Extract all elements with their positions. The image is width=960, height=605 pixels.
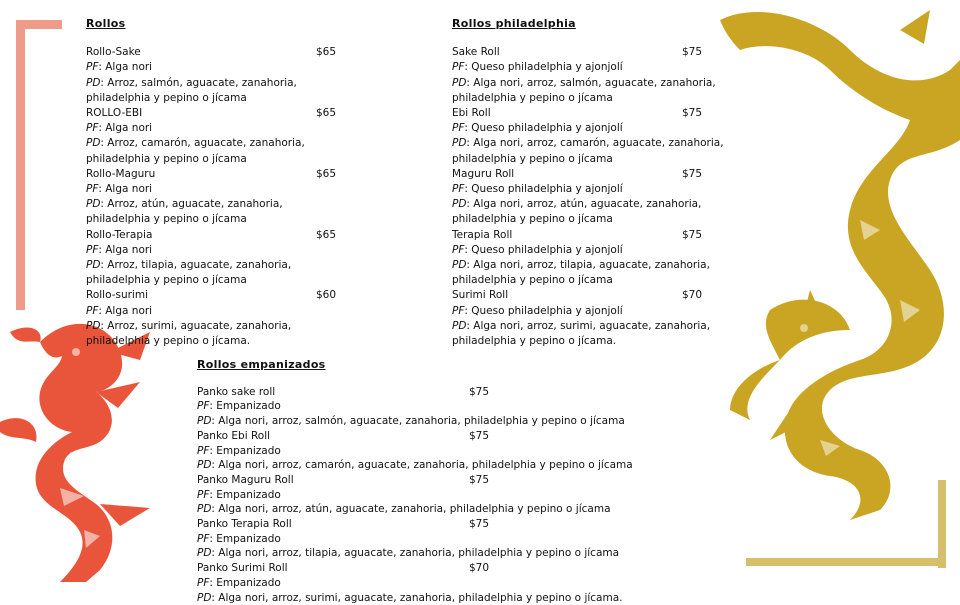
menu-item-pd-line bbox=[86, 258, 386, 273]
menu-item-pd-continuation: philadelphia y pepino o jícama bbox=[86, 274, 247, 287]
menu-item bbox=[452, 106, 782, 167]
pf-text: : Empanizado bbox=[209, 532, 281, 545]
menu-item bbox=[452, 167, 782, 228]
menu-item-header bbox=[197, 561, 757, 576]
section-title-rollos: Rollos bbox=[86, 17, 126, 30]
pf-label: PF bbox=[86, 243, 99, 256]
menu-item-name: ROLLO-EBI bbox=[86, 107, 143, 120]
menu-item-name: Ebi Roll bbox=[452, 107, 491, 120]
pd-text: : Alga nori, arroz, tilapia, aguacate, zanahoria, philadelphia y pepino o jícama bbox=[211, 547, 620, 560]
menu-item-pf-line bbox=[197, 488, 757, 503]
pd-text: : Alga nori, arroz, salmón, aguacate, zanahoria, philadelphia y pepino o jícama bbox=[211, 415, 625, 428]
menu-item-pf-line bbox=[197, 532, 757, 547]
pd-text: : Alga nori, arroz, surimi, aguacate, zanahoria, philadelphia y pepino o jícama. bbox=[211, 591, 623, 604]
menu-list-rollos bbox=[86, 45, 386, 349]
menu-item-pf-line bbox=[86, 121, 386, 136]
menu-item bbox=[86, 167, 386, 228]
pf-label: PF bbox=[197, 400, 210, 413]
section-title-empanizados: Rollos empanizados bbox=[197, 358, 326, 371]
menu-item-price: $75 bbox=[682, 107, 703, 120]
menu-item-header bbox=[86, 167, 386, 182]
pd-label: PD bbox=[197, 415, 212, 428]
menu-item-header bbox=[452, 45, 782, 60]
pf-text: : Alga nori bbox=[98, 61, 153, 74]
menu-item-price: $70 bbox=[469, 562, 490, 575]
pd-text: : Arroz, surimi, aguacate, zanahoria, bbox=[100, 319, 292, 332]
pd-text: : Arroz, tilapia, aguacate, zanahoria, bbox=[100, 259, 292, 272]
menu-item-name: Panko Terapia Roll bbox=[197, 518, 292, 531]
pd-label: PD bbox=[86, 137, 101, 150]
menu-item-name: Sake Roll bbox=[452, 46, 500, 59]
pd-text: : Alga nori, arroz, camarón, aguacate, zanahoria, bbox=[466, 137, 724, 150]
menu-item-pd-line bbox=[197, 502, 757, 517]
menu-item bbox=[86, 45, 386, 106]
menu-item-name: Panko sake roll bbox=[197, 385, 276, 398]
section-empanizados bbox=[197, 358, 757, 605]
section-rollos bbox=[86, 16, 386, 349]
menu-item-name: Rollo-surimi bbox=[86, 289, 148, 302]
pf-label: PF bbox=[86, 183, 99, 196]
frame-corner-top-left-vertical bbox=[16, 20, 25, 310]
menu-item-pd-line bbox=[86, 76, 386, 91]
menu-item bbox=[452, 288, 782, 349]
pf-label: PF bbox=[197, 532, 210, 545]
pf-text: : Alga nori bbox=[98, 122, 153, 135]
menu-item-name: Rollo-Terapia bbox=[86, 228, 153, 241]
menu-item-price: $75 bbox=[682, 167, 703, 180]
pd-label: PD bbox=[197, 459, 212, 472]
menu-item-price: $65 bbox=[316, 228, 337, 241]
pd-text: : Alga nori, arroz, camarón, aguacate, zanahoria, philadelphia y pepino o jícama bbox=[211, 459, 633, 472]
pf-label: PF bbox=[197, 488, 210, 501]
menu-item-header bbox=[197, 429, 757, 444]
pd-text: : Arroz, camarón, aguacate, zanahoria, bbox=[100, 137, 305, 150]
pf-label: PF bbox=[86, 61, 99, 74]
menu-item-header bbox=[197, 473, 757, 488]
menu-item-name: Maguru Roll bbox=[452, 167, 515, 180]
menu-item-pd-continuation: philadelphia y pepino o jícama bbox=[86, 152, 247, 165]
menu-list-empanizados bbox=[197, 385, 757, 605]
menu-item-pd-line bbox=[197, 458, 757, 473]
menu-item-pd-continuation: philadelphia y pepino o jícama bbox=[452, 152, 613, 165]
menu-item-price: $70 bbox=[682, 289, 703, 302]
menu-item-pd-line bbox=[452, 197, 782, 212]
menu-item-name: Surimi Roll bbox=[452, 289, 509, 302]
frame-corner-top-left-horizontal bbox=[16, 20, 62, 29]
menu-item-price: $75 bbox=[682, 228, 703, 241]
pd-label: PD bbox=[86, 259, 101, 272]
pf-text: : Empanizado bbox=[209, 444, 281, 457]
menu-item-pd-line bbox=[86, 319, 386, 334]
menu-item-pf-line bbox=[86, 60, 386, 75]
menu-item bbox=[197, 473, 757, 517]
menu-item-price: $65 bbox=[316, 46, 337, 59]
menu-item-name: Panko Surimi Roll bbox=[197, 562, 288, 575]
menu-item-pf-line bbox=[452, 182, 782, 197]
menu-item-pf-line bbox=[86, 304, 386, 319]
section-title-philadelphia: Rollos philadelphia bbox=[452, 17, 576, 30]
pd-label: PD bbox=[86, 76, 101, 89]
pd-label: PD bbox=[452, 319, 467, 332]
menu-item-header bbox=[86, 106, 386, 121]
menu-item-price: $75 bbox=[469, 385, 490, 398]
menu-item-price: $65 bbox=[316, 167, 337, 180]
menu-item-pd-line bbox=[197, 546, 757, 561]
pd-text: : Alga nori, arroz, salmón, aguacate, zanahoria, bbox=[466, 76, 716, 89]
menu-item-name: Terapia Roll bbox=[452, 228, 513, 241]
menu-item-pd-continuation: philadelphia y pepino o jícama bbox=[86, 91, 247, 104]
menu-item-header bbox=[86, 288, 386, 303]
pd-label: PD bbox=[86, 198, 101, 211]
menu-item-pf-line bbox=[86, 243, 386, 258]
pf-text: : Alga nori bbox=[98, 304, 153, 317]
menu-item-pf-line bbox=[197, 444, 757, 459]
menu-item-name: Panko Ebi Roll bbox=[197, 429, 271, 442]
menu-list-philadelphia bbox=[452, 45, 782, 349]
menu-item bbox=[86, 228, 386, 289]
pd-label: PD bbox=[197, 547, 212, 560]
menu-item-pd-continuation: philadelphia y pepino o jícama bbox=[86, 213, 247, 226]
pf-text: : Queso philadelphia y ajonjolí bbox=[464, 243, 623, 256]
menu-item-price: $75 bbox=[682, 46, 703, 59]
pf-label: PF bbox=[197, 576, 210, 589]
pd-label: PD bbox=[452, 137, 467, 150]
menu-item-pf-line bbox=[86, 182, 386, 197]
pd-text: : Alga nori, arroz, atún, aguacate, zanahoria, philadelphia y pepino o jícama bbox=[211, 503, 611, 516]
pf-label: PF bbox=[197, 444, 210, 457]
pd-label: PD bbox=[197, 591, 212, 604]
menu-item-price: $60 bbox=[316, 289, 337, 302]
pd-text: : Alga nori, arroz, tilapia, aguacate, zanahoria, bbox=[466, 259, 710, 272]
menu-item-pd-line bbox=[197, 591, 757, 605]
menu-item-header bbox=[86, 45, 386, 60]
menu-item bbox=[197, 517, 757, 561]
menu-item-pf-line bbox=[452, 121, 782, 136]
pf-text: : Empanizado bbox=[209, 400, 281, 413]
menu-item bbox=[197, 429, 757, 473]
menu-item-name: Panko Maguru Roll bbox=[197, 473, 294, 486]
pd-label: PD bbox=[452, 259, 467, 272]
menu-item-pf-line bbox=[452, 60, 782, 75]
section-philadelphia bbox=[452, 16, 782, 349]
menu-item-price: $75 bbox=[469, 429, 490, 442]
menu-item-pd-continuation: philadelphia y pepino o jícama bbox=[452, 213, 613, 226]
pf-text: : Alga nori bbox=[98, 243, 153, 256]
pf-label: PF bbox=[452, 122, 465, 135]
pd-text: : Arroz, atún, aguacate, zanahoria, bbox=[100, 198, 283, 211]
pd-label: PD bbox=[86, 319, 101, 332]
menu-item-pd-line bbox=[452, 258, 782, 273]
pd-label: PD bbox=[452, 76, 467, 89]
menu-item-header bbox=[197, 385, 757, 400]
menu-item bbox=[197, 561, 757, 605]
menu-item bbox=[452, 228, 782, 289]
menu-item-pd-continuation: philadelphia y pepino o jícama bbox=[452, 91, 613, 104]
menu-item bbox=[452, 45, 782, 106]
pf-label: PF bbox=[452, 61, 465, 74]
pf-label: PF bbox=[452, 304, 465, 317]
pf-label: PF bbox=[452, 183, 465, 196]
pd-label: PD bbox=[452, 198, 467, 211]
menu-item-pf-line bbox=[197, 399, 757, 414]
pf-text: : Queso philadelphia y ajonjolí bbox=[464, 122, 623, 135]
pf-text: : Empanizado bbox=[209, 488, 281, 501]
menu-item-pf-line bbox=[197, 576, 757, 591]
pd-text: : Arroz, salmón, aguacate, zanahoria, bbox=[100, 76, 297, 89]
pf-text: : Alga nori bbox=[98, 183, 153, 196]
menu-item-price: $75 bbox=[469, 473, 490, 486]
menu-item-pf-line bbox=[452, 243, 782, 258]
menu-item-header bbox=[452, 288, 782, 303]
pf-text: : Queso philadelphia y ajonjolí bbox=[464, 183, 623, 196]
pd-label: PD bbox=[197, 503, 212, 516]
pf-label: PF bbox=[86, 122, 99, 135]
menu-item-pd-line bbox=[452, 319, 782, 334]
pd-text: : Alga nori, arroz, surimi, aguacate, zanahoria, bbox=[466, 319, 711, 332]
menu-item-header bbox=[452, 167, 782, 182]
menu-item bbox=[197, 385, 757, 429]
menu-item-pd-line bbox=[452, 76, 782, 91]
frame-corner-bottom-right-horizontal bbox=[746, 558, 946, 566]
menu-item-header bbox=[197, 517, 757, 532]
menu-item-pd-line bbox=[86, 197, 386, 212]
menu-item-header bbox=[452, 106, 782, 121]
pf-label: PF bbox=[452, 243, 465, 256]
pf-label: PF bbox=[86, 304, 99, 317]
menu-item-pd-continuation: philadelphia y pepino o jícama. bbox=[452, 335, 617, 348]
pd-text: : Alga nori, arroz, atún, aguacate, zanahoria, bbox=[466, 198, 702, 211]
pf-text: : Queso philadelphia y ajonjolí bbox=[464, 304, 623, 317]
menu-item-pd-line bbox=[197, 414, 757, 429]
menu-item-price: $65 bbox=[316, 107, 337, 120]
menu-item-name: Rollo-Maguru bbox=[86, 167, 156, 180]
pf-text: : Empanizado bbox=[209, 576, 281, 589]
menu-item-header bbox=[452, 228, 782, 243]
menu-item bbox=[86, 288, 386, 349]
menu-item-price: $75 bbox=[469, 518, 490, 531]
menu-item-pd-continuation: philadelphia y pepino o jícama bbox=[452, 274, 613, 287]
menu-item bbox=[86, 106, 386, 167]
pf-text: : Queso philadelphia y ajonjolí bbox=[464, 61, 623, 74]
menu-item-header bbox=[86, 228, 386, 243]
menu-item-pf-line bbox=[452, 304, 782, 319]
menu-item-pd-line bbox=[86, 136, 386, 151]
menu-item-name: Rollo-Sake bbox=[86, 46, 141, 59]
menu-item-pd-continuation: philadelphia y pepino o jícama. bbox=[86, 335, 251, 348]
menu-item-pd-line bbox=[452, 136, 782, 151]
red-dragon-illustration bbox=[0, 312, 200, 582]
